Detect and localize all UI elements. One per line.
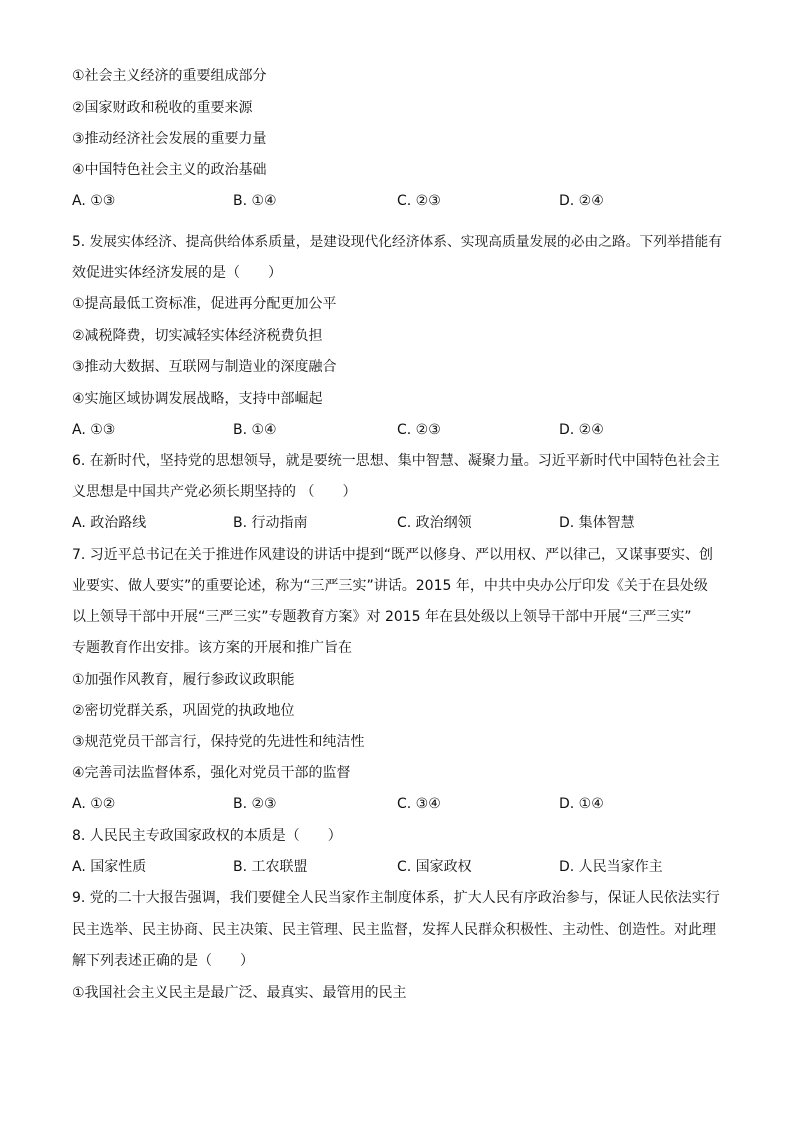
q5-item-2: ②减税降费，切实减轻实体经济税费负担 xyxy=(72,328,323,344)
q8-stem-line-1: 8. 人民民主专政国家政权的本质是（ ） xyxy=(72,828,342,844)
q6-stem-line-2: 义思想是中国共产党必须长期坚持的 （ ） xyxy=(72,484,357,500)
q4-option-d: D. ②④ xyxy=(559,193,604,209)
q6-option-a: A. 政治路线 xyxy=(72,515,147,531)
q4-options xyxy=(72,191,732,211)
q8-option-c: C. 国家政权 xyxy=(397,859,472,875)
q6-options xyxy=(72,513,732,533)
q7-option-a: A. ①② xyxy=(72,796,116,812)
q5-item-1: ①提高最低工资标准，促进再分配更加公平 xyxy=(72,296,337,312)
q5-option-c: C. ②③ xyxy=(397,422,441,438)
q4-item-2: ②国家财政和税收的重要来源 xyxy=(72,100,253,116)
q9-item-1: ①我国社会主义民主是最广泛、最真实、最管用的民主 xyxy=(72,985,407,1001)
q8-option-b: B. 工农联盟 xyxy=(233,859,308,875)
q4-item-3: ③推动经济社会发展的重要力量 xyxy=(72,131,267,147)
q4-option-b: B. ①④ xyxy=(233,193,277,209)
q8-options xyxy=(72,857,732,877)
q5-item-3: ③推动大数据、互联网与制造业的深度融合 xyxy=(72,359,337,375)
q9-stem-line-3: 解下列表述正确的是（ ） xyxy=(72,953,254,969)
q5-stem-line-1: 5. 发展实体经济、提高供给体系质量，是建设现代化经济体系、实现高质量发展的必由之路。下列举措能有 xyxy=(72,234,722,250)
q7-option-c: C. ③④ xyxy=(397,796,441,812)
q7-stem-line-3: 以上领导干部中开展“三严三实”专题教育方案》对 2015 年在县处级以上领导干部中开展“三严三实” xyxy=(72,609,692,625)
q7-option-d: D. ①④ xyxy=(559,796,604,812)
q7-options xyxy=(72,794,732,814)
q7-stem-line-4: 专题教育作出安排。该方案的开展和推广旨在 xyxy=(72,640,352,656)
q5-option-a: A. ①③ xyxy=(72,422,116,438)
q6-option-d: D. 集体智慧 xyxy=(559,515,635,531)
q5-item-4: ④实施区域协调发展战略，支持中部崛起 xyxy=(72,391,323,407)
q5-stem-line-2: 效促进实体经济发展的是（ ） xyxy=(72,265,282,281)
q7-option-b: B. ②③ xyxy=(233,796,277,812)
q6-option-c: C. 政治纲领 xyxy=(397,515,472,531)
q4-option-c: C. ②③ xyxy=(397,193,441,209)
q5-option-d: D. ②④ xyxy=(559,422,604,438)
q6-option-b: B. 行动指南 xyxy=(233,515,308,531)
q4-item-1: ①社会主义经济的重要组成部分 xyxy=(72,68,267,84)
q5-option-b: B. ①④ xyxy=(233,422,277,438)
q9-stem-line-1: 9. 党的二十大报告强调，我们要健全人民当家作主制度体系，扩大人民有序政治参与，保证人民依法实行 xyxy=(72,890,720,906)
q7-stem-line-2: 业要实、做人要实”的重要论述，称为“三严三实”讲话。2015 年，中共中央办公厅印发《关于在县处级 xyxy=(72,578,708,594)
q4-item-4: ④中国特色社会主义的政治基础 xyxy=(72,162,267,178)
q6-stem-line-1: 6. 在新时代，坚持党的思想领导，就是要统一思想、集中智慧、凝聚力量。习近平新时代中国特色社会主 xyxy=(72,453,720,469)
q7-item-3: ③规范党员干部言行，保持党的先进性和纯洁性 xyxy=(72,734,365,750)
q5-options xyxy=(72,420,732,440)
q8-option-a: A. 国家性质 xyxy=(72,859,147,875)
q4-option-a: A. ①③ xyxy=(72,193,116,209)
q9-stem-line-2: 民主选举、民主协商、民主决策、民主管理、民主监督，发挥人民群众积极性、主动性、创造性。对此理 xyxy=(72,922,716,938)
q8-option-d: D. 人民当家作主 xyxy=(559,859,663,875)
q7-stem-line-1: 7. 习近平总书记在关于推进作风建设的讲话中提到“既严以修身、严以用权、严以律己，又谋事要实、创 xyxy=(72,547,714,563)
q7-item-2: ②密切党群关系，巩固党的执政地位 xyxy=(72,703,295,719)
q7-item-1: ①加强作风教育，履行参政议政职能 xyxy=(72,672,295,688)
q7-item-4: ④完善司法监督体系，强化对党员干部的监督 xyxy=(72,765,351,781)
